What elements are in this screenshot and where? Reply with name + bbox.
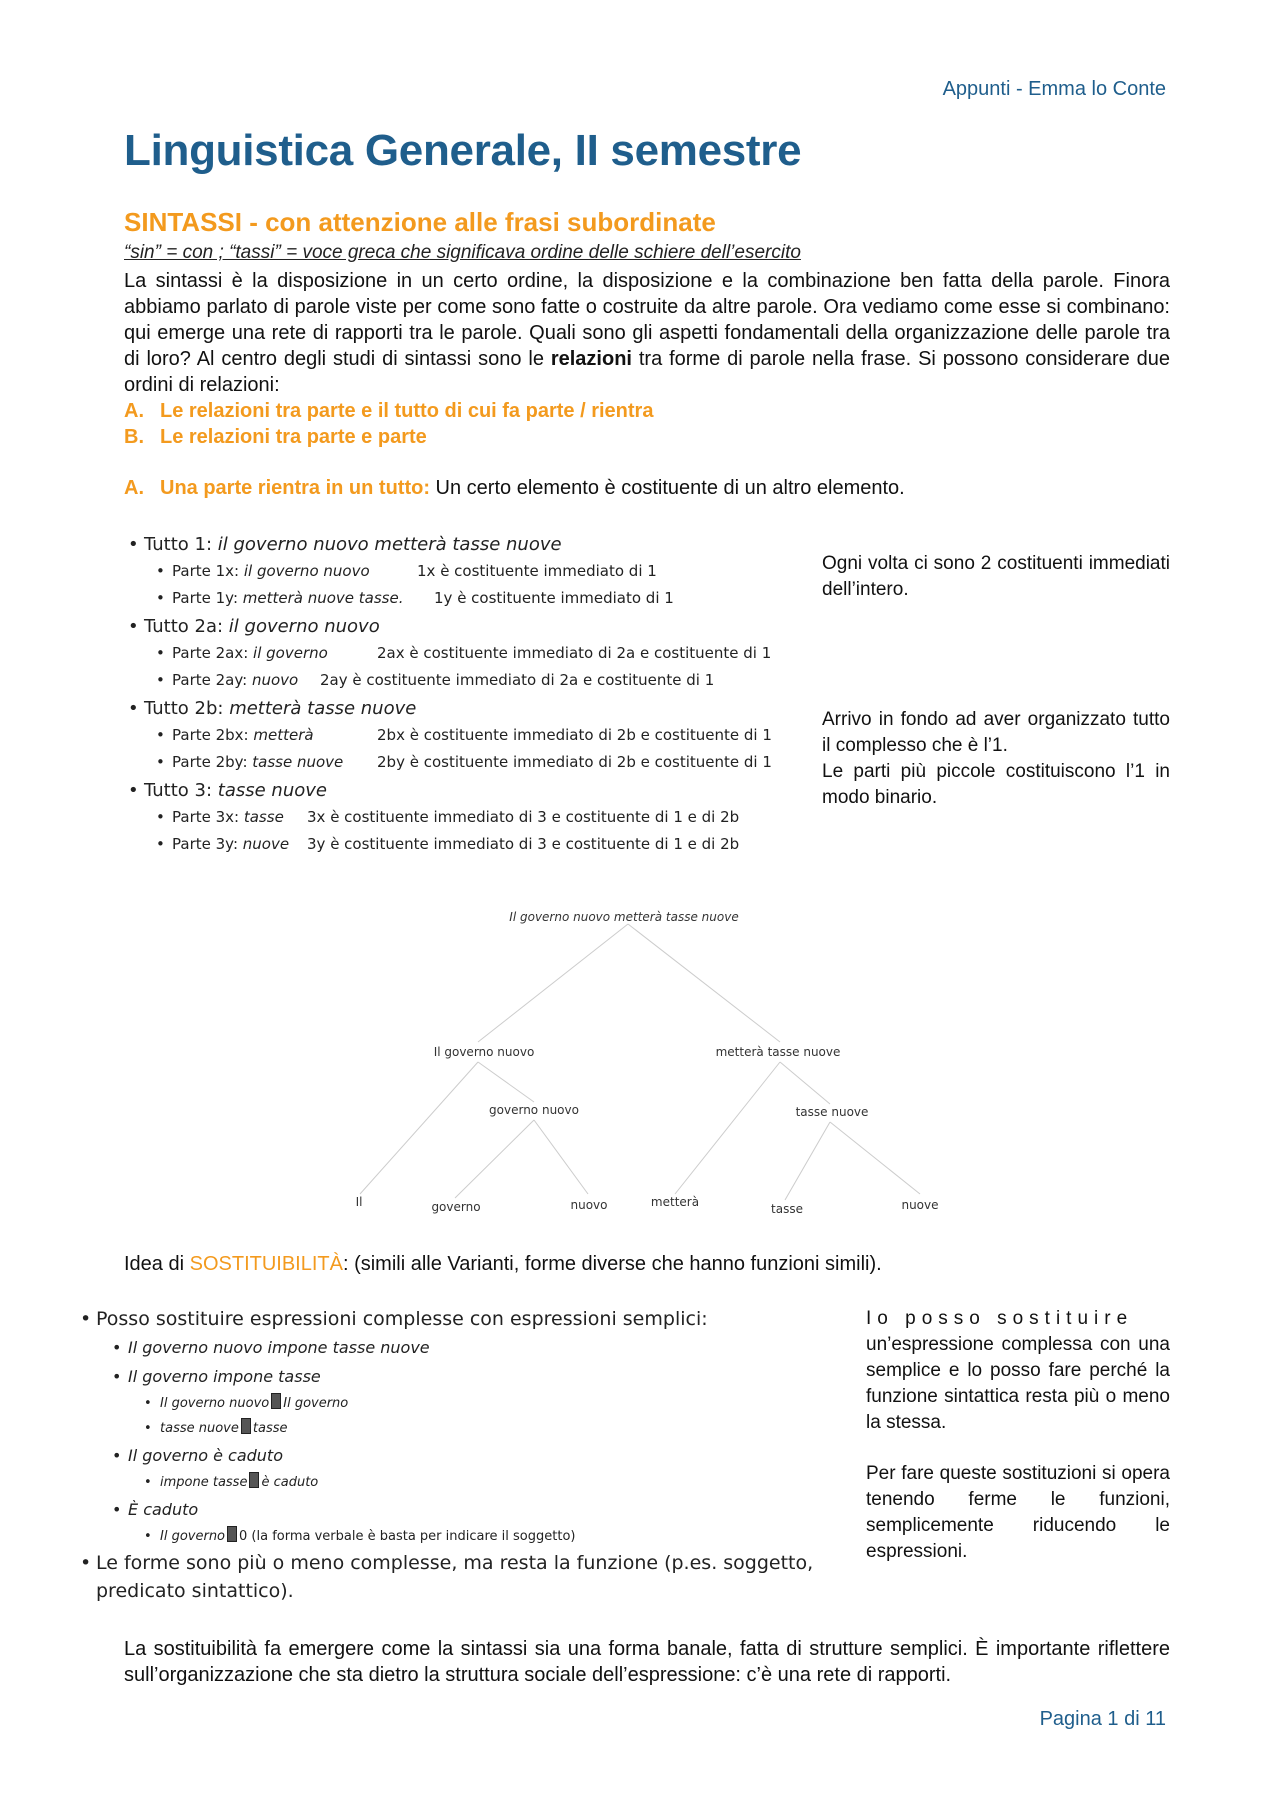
example-item: • Il governo nuovo impone tasse nuove [112, 1338, 430, 1357]
arrow-icon [249, 1472, 259, 1488]
whole-item: • Tutto 1: il governo nuovo metterà tasse nuove [128, 534, 562, 555]
example-item: • Il governo è caduto [112, 1446, 283, 1465]
intro-text-2: tra forme di parole nella frase. Si possono considerare due ordini di relazioni: [124, 348, 1170, 396]
whole-item: • Tutto 2a: il governo nuovo [128, 616, 380, 637]
tree-node-left: Il governo nuovo [433, 1045, 535, 1059]
part-item: • Parte 2ax: il governo 2ax è costituente immediato di 2a e costituente di 1 [156, 644, 772, 662]
slide-bullet: • Le forme sono più o meno complesse, ma resta la funzione (p.es. soggetto, predicato sintattico). [80, 1552, 814, 1602]
example-item: • Il governo impone tasse [112, 1367, 321, 1386]
arrow-icon [271, 1393, 281, 1409]
relations-list [124, 398, 653, 450]
page-number: Pagina 1 di 11 [1039, 1708, 1166, 1730]
substitution-item: • impone tasse è caduto [80, 1470, 860, 1495]
tree-root: Il governo nuovo metterà tasse nuove [509, 910, 739, 924]
part-item: • Parte 1x: il governo nuovo 1x è costituente immediato di 1 [156, 562, 657, 580]
part-item: • Parte 3y: nuove 3y è costituente immediato di 3 e costituente di 1 e di 2b [156, 835, 740, 853]
side-note-4: Per fare queste sostituzioni si opera tenendo ferme le funzioni, semplicemente riducendo le espressioni. [866, 1463, 1170, 1562]
tree-edges [360, 924, 920, 1200]
substitution-item: • Il governo 0 (la forma verbale è basta per indicare il soggetto) [80, 1524, 860, 1549]
section-heading: SINTASSI - con attenzione alle frasi subordinate [124, 207, 716, 237]
arrow-icon [227, 1526, 237, 1542]
part-item: • Parte 2ay: nuovo 2ay è costituente immediato di 2a e costituente di 1 [156, 671, 715, 689]
tree-node-right: metterà tasse nuove [715, 1045, 841, 1059]
tree-leaf: governo [431, 1200, 481, 1214]
tree-leaf: nuove [901, 1198, 939, 1212]
side-note-2: Arrivo in fondo ad aver organizzato tutto il complesso che è l’1. Le parti più piccole costituiscono l’1 in modo binario. [822, 709, 1170, 808]
slide-bullet: • Posso sostituire espressioni complesse con espressioni semplici: [80, 1308, 708, 1330]
header-note: Appunti - Emma lo Conte [942, 78, 1166, 100]
whole-item: • Tutto 3: tasse nuove [128, 780, 327, 801]
tree-leaf: tasse [771, 1202, 803, 1216]
intro-bold: relazioni [550, 348, 632, 370]
page-title: Linguistica Generale, II semestre [124, 126, 802, 175]
tree-node-left-sub: governo nuovo [489, 1103, 579, 1117]
side-note-1: Ogni volta ci sono 2 costituenti immediati dell’intero. [822, 553, 1170, 600]
substitution-item: • tasse nuove tasse [80, 1416, 860, 1441]
part-item: • Parte 2by: tasse nuove 2by è costituente immediato di 2b e costituente di 1 [156, 753, 772, 771]
tree-leaf: nuovo [570, 1198, 608, 1212]
part-item: • Parte 3x: tasse 3x è costituente immediato di 3 e costituente di 1 e di 2b [156, 808, 740, 826]
point-a: A. Una parte rientra in un tutto: Un certo elemento è costituente di un altro elemento. [124, 477, 905, 499]
tree-leaf: Il [355, 1195, 363, 1209]
substitution-slide [80, 1305, 860, 1605]
relation-item: A. Le relazioni tra parte e il tutto di cui fa parte / rientra [124, 400, 654, 422]
closing-paragraph: La sostituibilità fa emergere come la sintassi sia una forma banale, fatta di strutture semplici. È importante riflettere sull’organizzazione che sta dietro la struttura sociale dell’espressione: c’è una rete di rapporti. [124, 1638, 1170, 1686]
example-item: • È caduto [112, 1500, 199, 1519]
intro-paragraph [124, 268, 1170, 398]
tree-leaf: metterà [650, 1195, 700, 1209]
constituents-slide [128, 530, 808, 858]
part-item: • Parte 2bx: metterà 2bx è costituente immediato di 2b e costituente di 1 [156, 726, 772, 744]
arrow-icon [241, 1418, 251, 1434]
whole-item: • Tutto 2b: metterà tasse nuove [128, 698, 417, 719]
substitutability-idea: Idea di SOSTITUIBILITÀ: (simili alle Varianti, forme diverse che hanno funzioni simili). [124, 1253, 882, 1275]
relation-item: B. Le relazioni tra parte e parte [124, 426, 427, 448]
intro-text-1: La sintassi è la disposizione in un certo ordine, la disposizione e la combinazione ben fatta della parole. Finora abbiamo parlato di parole viste per come sono fatte o costruite da altre parole. Ora vediamo come esse si combinano: qui emerge una rete di rapporti tra le parole. Quali sono gli aspetti fondamentali della organizzazione delle parole tra di loro? Al centro degli studi di sintassi sono le [124, 270, 1170, 370]
side-note-3: Io posso sostituire un’espressione complessa con una semplice e lo posso fare perché la funzione sintattica resta più o meno la stessa. [866, 1308, 1170, 1433]
tree-node-right-sub: tasse nuove [795, 1105, 869, 1119]
etymology-note: “sin” = con ; “tassi” = voce greca che significava ordine delle schiere dell’esercito [124, 242, 801, 263]
substitution-item: • Il governo nuovo Il governo [80, 1391, 860, 1416]
part-item: • Parte 1y: metterà nuove tasse. 1y è costituente immediato di 1 [156, 589, 674, 607]
